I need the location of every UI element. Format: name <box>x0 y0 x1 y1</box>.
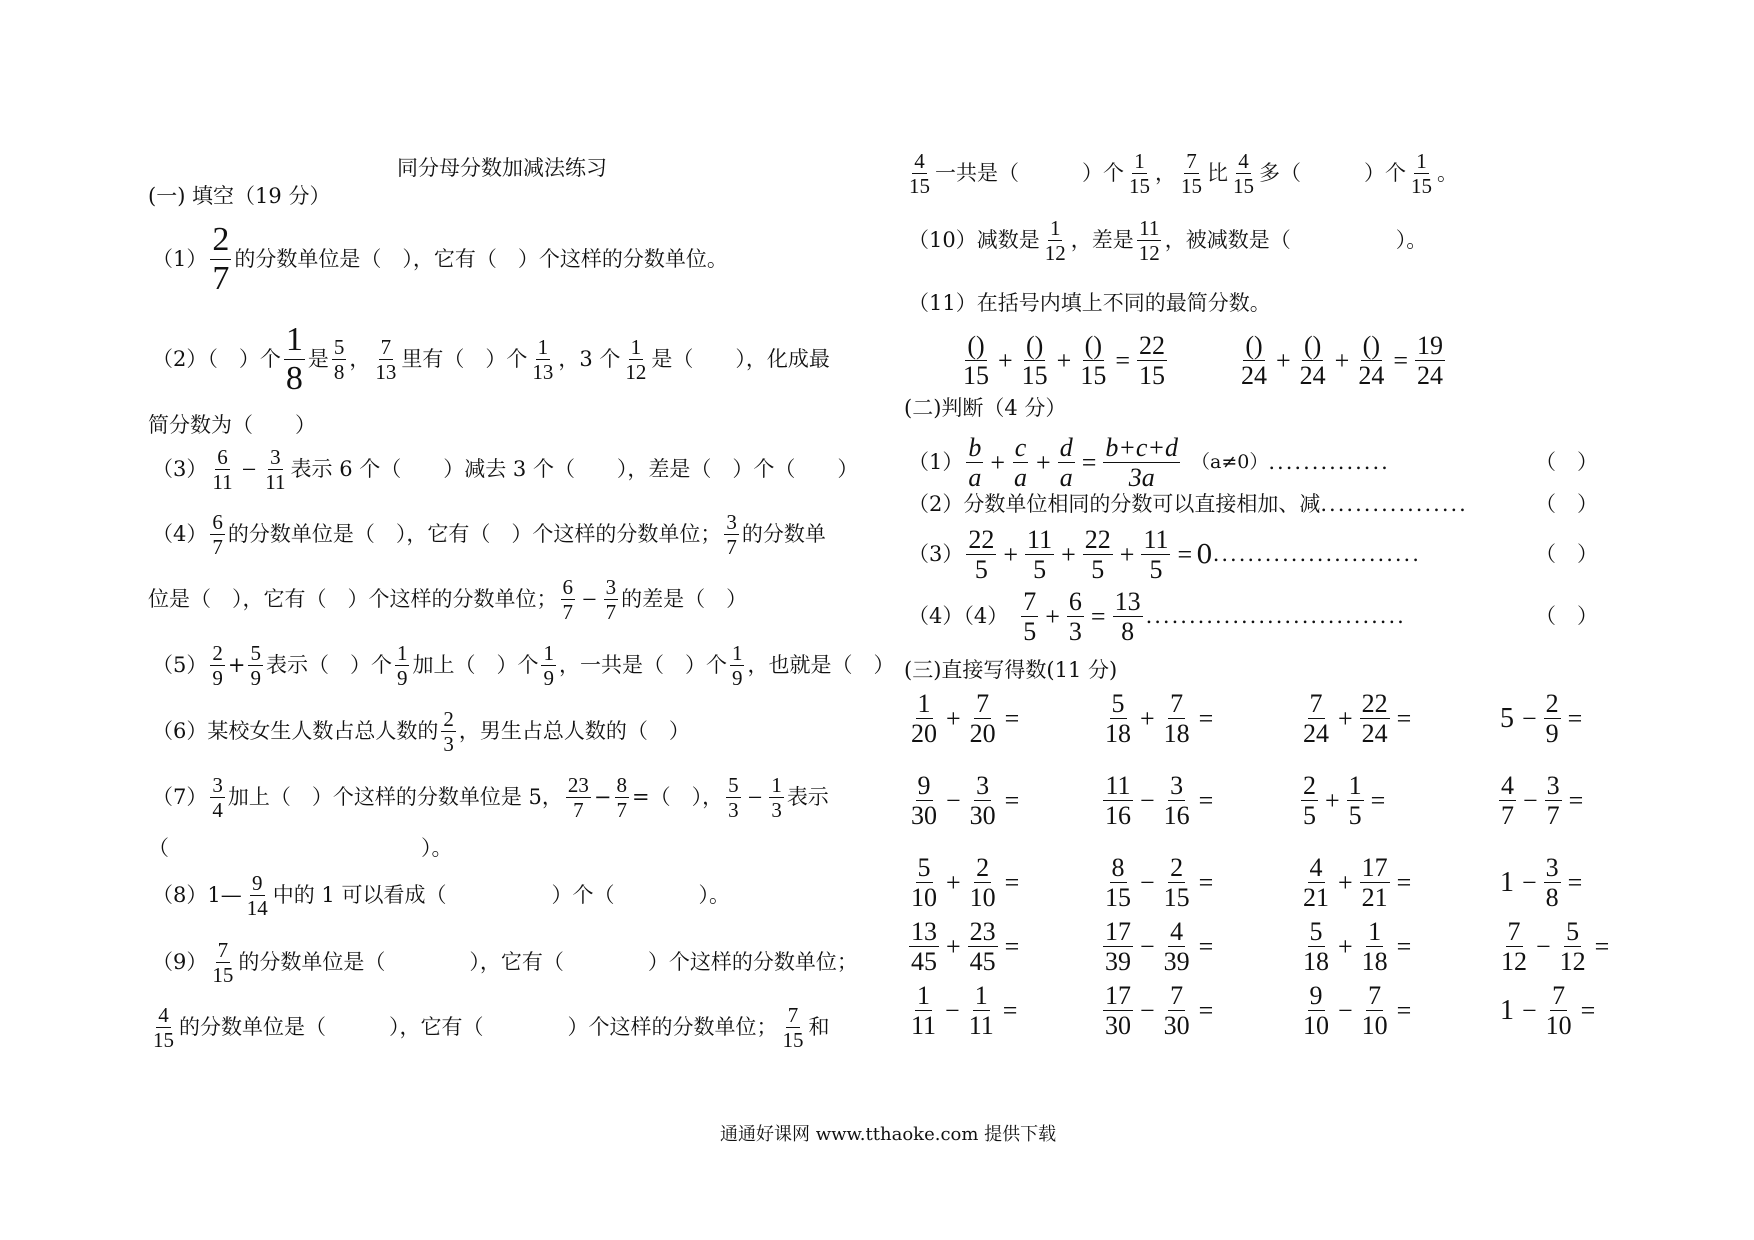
question-9-continued: 4 15 的分数单位是（ ），它有（ ）个这样的分数单位； 7 15 和 <box>153 1003 830 1053</box>
calc-item: 17 30 − $\frac{7}{30}$ = <box>1105 981 1214 1041</box>
calc-item: 2 5 + $\frac{1}{5}$ = <box>1303 771 1386 831</box>
calc-item: 5 − $\frac{2}{9}$ = <box>1500 689 1583 749</box>
question-7: （7） 3 4 加上（ ）个这样的分数单位是 5， 23 7 − $\frac{8}{7}$ =（ ）， 5 3 − $\frac{1}{3}$ 表示 <box>152 773 829 823</box>
question-3: （3） 6 11 − $\frac{3}{11}$ 表示 6 个（ ）减去 3 个（ ），差是（ ）个（ ） <box>152 445 859 495</box>
calc-item: 9 30 − $\frac{3}{30}$ = <box>911 771 1020 831</box>
question-6: （6） 某校女生人数占总人数的 2 3 ，男生占总人数的（ ） <box>152 707 690 757</box>
question-9-end: 4 15 一共是（ ）个 1 15 ， 7 15 比 4 15 多（ ）个 1 15 。 <box>909 149 1458 199</box>
judge-2: （2） 分数单位相同的分数可以直接相加、减 ................. （ ） <box>908 492 1598 516</box>
question-9: （9） 7 15 的分数单位是（ ），它有（ ）个这样的分数单位； <box>152 938 858 988</box>
calc-item: 7 24 + $\frac{22}{24}$ = <box>1303 689 1412 749</box>
question-5: （5） 2 9 + $\frac{5}{9}$ 表示（ ）个 1 9 加上（ ）个 1 9 ，一共是（ ）个 1 9 ，也就是（ ） <box>152 641 895 691</box>
page-title: 同分母分数加减法练习 <box>397 156 607 180</box>
question-11-eq-2: () 24 + () 24 + () 24 = $\frac{19}{24}$ <box>1241 331 1444 391</box>
calc-item: 4 21 + $\frac{17}{21}$ = <box>1303 853 1412 913</box>
question-7-continued: （ ）。 <box>148 836 453 860</box>
judge-3: （3） 22 5 + $\frac{11}{5}$ + $\frac{22}{5}$ + $\frac{11}{5}$ = 0 ........................ （ ） <box>908 525 1598 585</box>
question-4-continued: 位是（ ），它有（ ）个这样的分数单位； 6 7 − $\frac{3}{7}$ 的差是（ ） <box>148 575 748 625</box>
calc-item: 17 39 − $\frac{4}{39}$ = <box>1105 917 1214 977</box>
calc-item: 1 20 + $\frac{7}{20}$ = <box>911 689 1020 749</box>
calc-item: 5 10 + $\frac{2}{10}$ = <box>911 853 1020 913</box>
judge-1: （1） b a + $\frac{c}{a}$ + $\frac{d}{a}$ = $\frac{b+c+d}{3a}$ （a≠0） .............. （ ） <box>908 433 1598 493</box>
calc-item: 5 18 + $\frac{7}{18}$ = <box>1105 689 1214 749</box>
question-8: （8） 1— 9 14 中的 1 可以看成（ ）个（ ）。 <box>152 871 730 921</box>
calc-item: 11 16 − $\frac{3}{16}$ = <box>1105 771 1214 831</box>
calc-item: 7 12 − $\frac{5}{12}$ = <box>1501 917 1610 977</box>
question-11: （11） 在括号内填上不同的最简分数。 <box>908 291 1271 315</box>
judge-4: （4）（4） 7 5 + $\frac{6}{3}$ = $\frac{13}{8}$ .............................. （ ） <box>908 587 1598 647</box>
question-2: （2）（ ）个 1 8 是 5 8 ， 7 13 里有（ ）个 1 13 ，3 个 1 12 是（ ），化成最 <box>152 321 830 397</box>
section-judge-heading: (二)判断（4 分） <box>904 396 1067 420</box>
question-2-continued: 简分数为（ ） <box>148 413 316 437</box>
question-11-eq-1: () 15 + () 15 + () 15 = $\frac{22}{15}$ <box>963 331 1166 391</box>
calc-item: 8 15 − $\frac{2}{15}$ = <box>1105 853 1214 913</box>
calc-item: 13 45 + $\frac{23}{45}$ = <box>911 917 1020 977</box>
question-4: （4） 6 7 的分数单位是（ ），它有（ ）个这样的分数单位； 3 7 的分数单 <box>152 510 826 560</box>
calc-item: 4 7 − $\frac{3}{7}$ = <box>1501 771 1584 831</box>
section-fill-heading: (一) 填空（19 分） <box>148 184 331 208</box>
calc-item: 1 − $\frac{3}{8}$ = <box>1500 853 1583 913</box>
calc-item: 9 10 − $\frac{7}{10}$ = <box>1303 981 1412 1041</box>
section-direct-heading: (三)直接写得数(11 分) <box>904 658 1118 682</box>
calc-item: 5 18 + $\frac{1}{18}$ = <box>1303 917 1412 977</box>
footer: 通通好课网 www.tthaoke.com 提供下载 <box>720 1124 1057 1145</box>
question-1: （1） 2 7 的分数单位是（ ），它有（ ）个这样的分数单位。 <box>152 221 728 297</box>
question-10: （10） 减数是 1 12 ，差是 11 12 ，被减数是（ ）。 <box>908 216 1428 266</box>
calc-item: 1 11 − $\frac{1}{11}$ = <box>911 981 1018 1041</box>
calc-item: 1 − $\frac{7}{10}$ = <box>1500 981 1596 1041</box>
